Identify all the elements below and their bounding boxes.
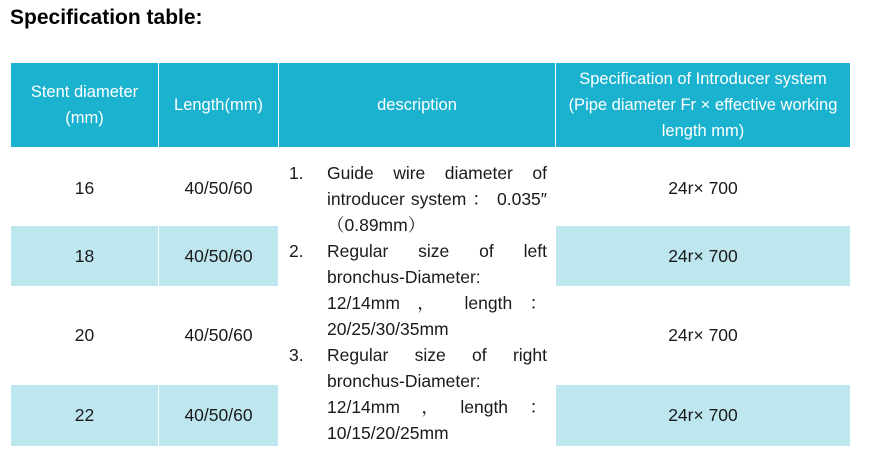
cell-stent-diameter: 20 bbox=[11, 286, 159, 385]
cell-introducer-spec: 24r× 700 bbox=[556, 385, 851, 446]
page-title: Specification table: bbox=[10, 6, 203, 29]
specification-table bbox=[10, 63, 851, 446]
table-row bbox=[11, 152, 851, 226]
cell-length: 40/50/60 bbox=[159, 286, 279, 385]
cell-introducer-spec: 24r× 700 bbox=[556, 226, 851, 287]
cell-stent-diameter: 22 bbox=[11, 385, 159, 446]
description-item-text: Regular size of right bronchus-Diameter: 12/14mm，length：10/15/20/25mm bbox=[327, 345, 547, 443]
cell-stent-diameter: 16 bbox=[11, 152, 159, 226]
cell-length: 40/50/60 bbox=[159, 152, 279, 226]
cell-length: 40/50/60 bbox=[159, 385, 279, 446]
cell-length: 40/50/60 bbox=[159, 226, 279, 287]
description-item-text: Regular size of left bronchus-Diameter: 12/14mm ， length ： 20/25/30/35mm bbox=[327, 241, 547, 339]
description-list bbox=[289, 160, 547, 446]
header-description: description bbox=[279, 63, 556, 147]
header-length: Length(mm) bbox=[159, 63, 279, 147]
description-item-number: 1. bbox=[289, 163, 304, 183]
description-item-number: 2. bbox=[289, 241, 304, 261]
header-introducer-spec: Specification of Introducer system (Pipe diameter Fr × effective working length mm) bbox=[556, 63, 851, 147]
cell-stent-diameter: 18 bbox=[11, 226, 159, 287]
cell-introducer-spec: 24r× 700 bbox=[556, 152, 851, 226]
description-item-number: 3. bbox=[289, 345, 304, 365]
table-header-row bbox=[11, 63, 851, 147]
header-stent-diameter: Stent diameter (mm) bbox=[11, 63, 159, 147]
description-item bbox=[289, 342, 547, 446]
description-item bbox=[289, 160, 547, 238]
cell-description bbox=[279, 152, 556, 446]
description-item bbox=[289, 238, 547, 342]
cell-introducer-spec: 24r× 700 bbox=[556, 286, 851, 385]
description-item-text: Guide wire diameter of introducer system ： 0.035″ （0.89mm） bbox=[327, 163, 547, 235]
